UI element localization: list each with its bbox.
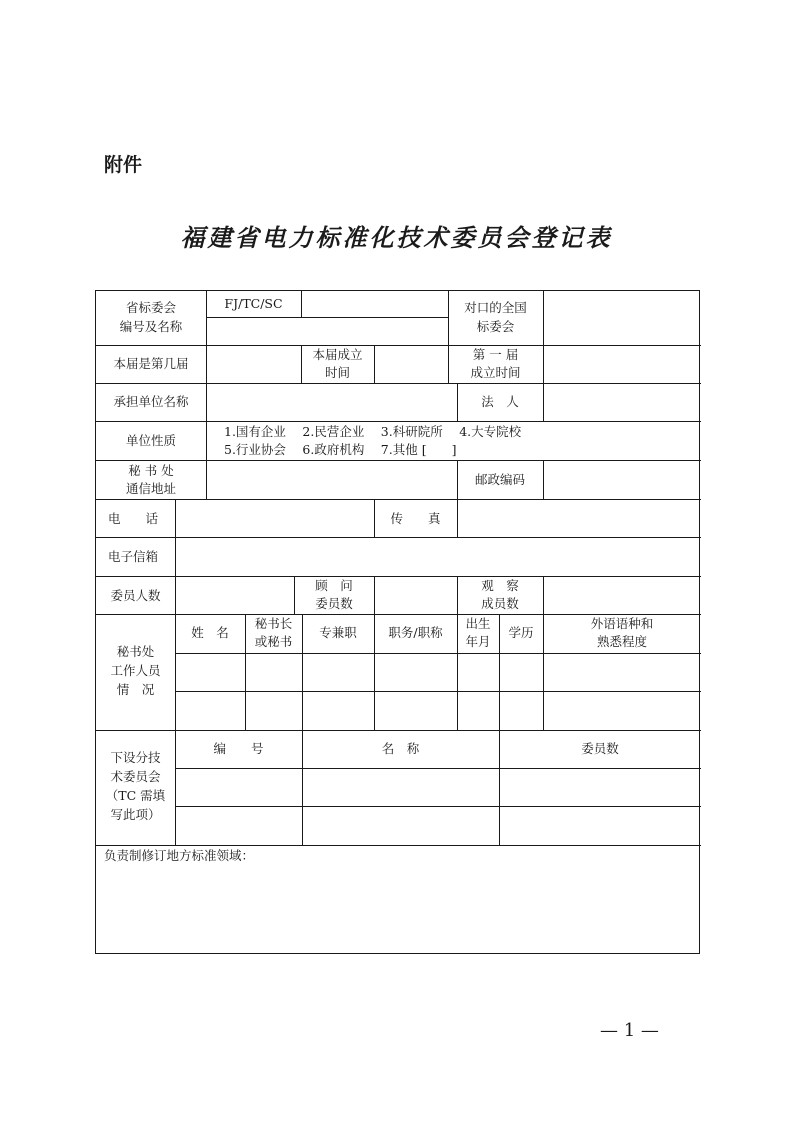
unit-nature-options-line2: 5.行业协会 6.政府机构 7.其他 [ ] xyxy=(224,442,457,457)
staff-secgen-header-line2: 或秘书 xyxy=(254,634,293,649)
established-label-line2: 时间 xyxy=(324,365,350,380)
staff-language-header-line1: 外语语种和 xyxy=(590,616,654,631)
subcommittee-members-header: 委员数 xyxy=(581,741,619,756)
attachment-label: 附件 xyxy=(104,154,143,176)
subcommittee-label-line2: 术委员会 xyxy=(110,769,161,784)
committee-code-label-line1: 省标委会 xyxy=(125,300,176,315)
staff-label-line1: 秘书处 xyxy=(116,644,155,659)
phone-label: 电 话 xyxy=(108,511,159,526)
secretariat-address-label-line1: 秘 书 处 xyxy=(128,463,174,478)
advisor-count-label-line1: 顾 问 xyxy=(315,578,353,593)
session-number-label: 本届是第几届 xyxy=(113,356,189,371)
standard-scope-label: 负责制修订地方标准领域： xyxy=(104,848,255,863)
legal-person-label: 法 人 xyxy=(481,394,519,409)
subcommittee-number-header: 编 号 xyxy=(213,741,264,756)
staff-fulltime-header: 专兼职 xyxy=(319,625,357,640)
staff-secgen-header-line1: 秘书长 xyxy=(254,616,293,631)
first-session-label-line2: 成立时间 xyxy=(470,365,521,380)
staff-education-header: 学历 xyxy=(508,625,534,640)
counterpart-label-line2: 标委会 xyxy=(476,319,515,334)
fax-label: 传 真 xyxy=(390,511,441,526)
form-title: 福建省电力标准化技术委员会登记表 xyxy=(180,223,613,252)
staff-label-line2: 工作人员 xyxy=(110,663,161,678)
subcommittee-label-line3: （TC 需填 xyxy=(105,788,166,803)
established-label-line1: 本届成立 xyxy=(312,347,363,362)
counterpart-label-line1: 对口的全国 xyxy=(464,300,527,315)
subcommittee-label-line1: 下设分技 xyxy=(110,750,161,765)
postcode-label: 邮政编码 xyxy=(474,472,525,487)
staff-position-header: 职务/职称 xyxy=(388,625,443,640)
first-session-label-line1: 第 一 届 xyxy=(472,347,519,362)
secretariat-address-label-line2: 通信地址 xyxy=(125,481,176,496)
subcommittee-label-line4: 写此项） xyxy=(110,807,161,822)
staff-language-header-line2: 熟悉程度 xyxy=(596,634,647,649)
observer-count-label-line2: 成员数 xyxy=(481,596,519,611)
advisor-count-label-line2: 委员数 xyxy=(315,596,353,611)
unit-name-label: 承担单位名称 xyxy=(113,394,189,409)
staff-label-line3: 情 况 xyxy=(116,682,155,697)
member-count-label: 委员人数 xyxy=(110,588,161,603)
email-label: 电子信箱 xyxy=(108,549,159,564)
registration-form-table xyxy=(95,290,700,954)
observer-count-label-line1: 观 察 xyxy=(481,578,519,593)
unit-nature-options-line1: 1.国有企业 2.民营企业 3.科研院所 4.大专院校 xyxy=(224,424,522,439)
staff-name-header: 姓 名 xyxy=(191,625,229,640)
code-prefix: FJ/TC/SC xyxy=(224,296,283,311)
subcommittee-name-header: 名 称 xyxy=(381,741,420,756)
committee-code-label-line2: 编号及名称 xyxy=(119,319,183,334)
staff-birth-header-line2: 年月 xyxy=(465,634,491,649)
page-number: — 1 — xyxy=(600,1020,659,1041)
staff-birth-header-line1: 出生 xyxy=(465,616,491,631)
unit-nature-label: 单位性质 xyxy=(125,433,176,448)
